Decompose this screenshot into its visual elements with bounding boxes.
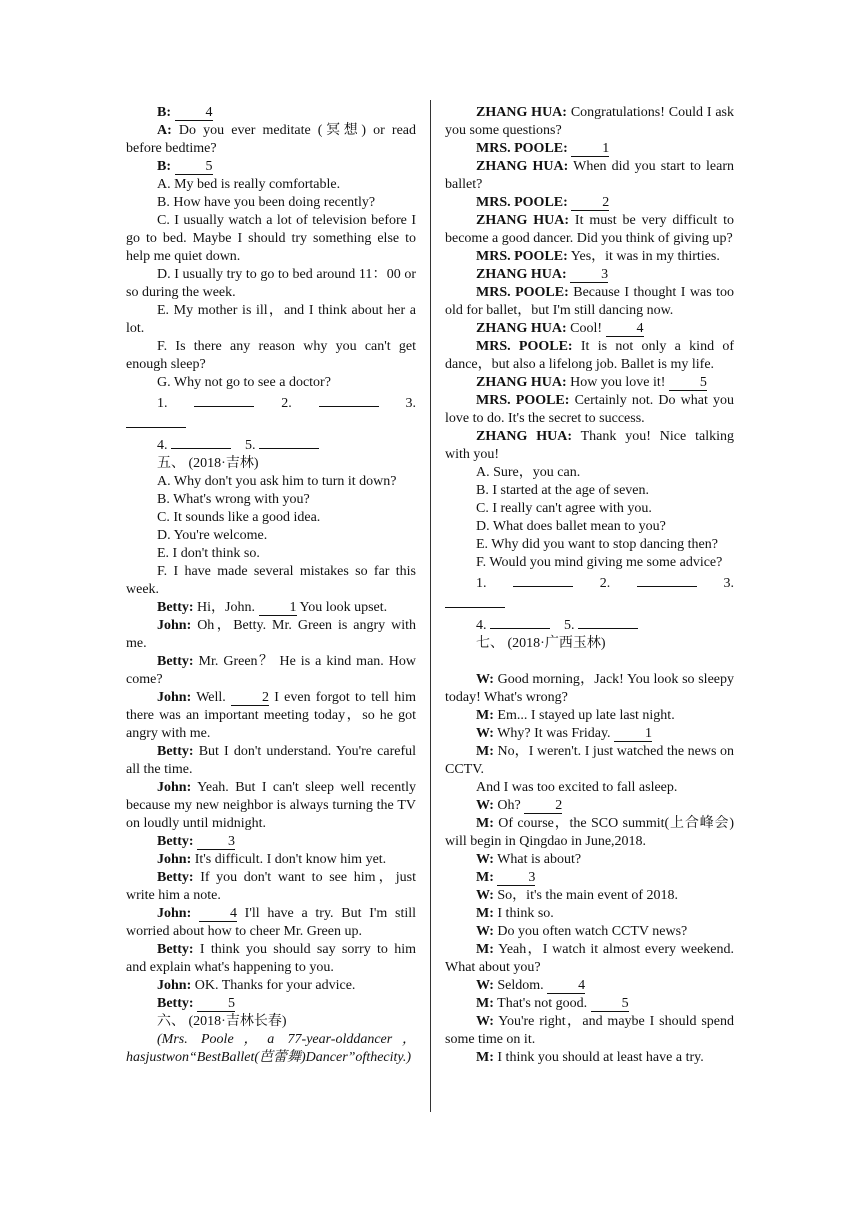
- answer-blank[interactable]: 1: [571, 141, 609, 157]
- answer-blank[interactable]: 3: [570, 267, 608, 283]
- dialog-text: Yes，it was in my thirties.: [570, 249, 720, 264]
- speaker-label: MRS. POOLE:: [476, 285, 569, 300]
- answer-row: 1. 2. 3.: [445, 572, 734, 593]
- answer-blank[interactable]: 3: [497, 870, 535, 886]
- speaker-label: W:: [476, 726, 494, 741]
- dialog-text: You're right，and maybe I should spend some time on it.: [445, 1014, 734, 1047]
- dialog-line: [445, 338, 734, 374]
- speaker-label: M:: [476, 870, 494, 885]
- dialog-line: [445, 212, 734, 248]
- dialog-line: [445, 266, 734, 284]
- dialog-line: [445, 923, 734, 941]
- section-title: 五、 (2018·吉林): [157, 456, 259, 471]
- dialog-text: I'll have a try. But I'm still worried about how to cheer Mr. Green up.: [126, 906, 416, 939]
- dialog-line: [445, 320, 734, 338]
- answer-blank[interactable]: 4: [547, 978, 585, 994]
- dialog: [445, 104, 734, 464]
- dialog-text: Hi，John.: [197, 600, 259, 615]
- dialog-text: Oh，Betty. Mr. Green is angry with me.: [126, 618, 416, 651]
- speaker-label: M:: [476, 744, 494, 759]
- answer-field[interactable]: [637, 572, 697, 587]
- dialog-text: It must be very difficult to become a good dancer. Did you think of giving up?: [445, 213, 734, 246]
- answer-blank[interactable]: 2: [524, 798, 562, 814]
- dialog-line: [445, 977, 734, 995]
- answer-blank[interactable]: 4: [199, 906, 237, 922]
- dialog-text: Of course，the SCO summit(上合峰会) will begin in Qingdao in June,2018.: [445, 816, 735, 849]
- speaker-label: ZHANG HUA:: [476, 159, 569, 174]
- dialog-line: [445, 392, 734, 428]
- dialog-line: [126, 833, 416, 851]
- answer-blank[interactable]: 1: [614, 726, 652, 742]
- option-item: A. My bed is really comfortable.: [157, 177, 341, 192]
- dialog-line: [445, 905, 734, 923]
- dialog-text: I even forgot to tell him there was an important meeting today，so he got angry with me.: [126, 690, 416, 741]
- dialog-line: [126, 905, 416, 941]
- dialog-line: [445, 707, 734, 725]
- answer-row: 1. 2. 3.: [126, 392, 416, 413]
- speaker-label: ZHANG HUA:: [476, 213, 570, 228]
- dialog-line: [445, 671, 734, 707]
- section-title: 六、 (2018·吉林长春): [157, 1014, 287, 1029]
- speaker-label: Betty:: [157, 870, 194, 885]
- dialog-text: Cool!: [570, 321, 606, 336]
- dialog-text: You look upset.: [296, 600, 388, 615]
- speaker-label: M:: [476, 906, 494, 921]
- speaker-label: John:: [157, 906, 192, 921]
- speaker-label: John:: [157, 690, 192, 705]
- answer-field[interactable]: [194, 392, 254, 407]
- dialog-text: Well.: [196, 690, 232, 705]
- option-item: B. How have you been doing recently?: [157, 195, 376, 210]
- speaker-label: W:: [476, 978, 494, 993]
- answer-blank[interactable]: 2: [231, 690, 269, 706]
- speaker-label: MRS. POOLE:: [476, 393, 570, 408]
- dialog-text: And I was too excited to fall asleep.: [476, 780, 678, 795]
- dialog-line: [126, 743, 416, 779]
- speaker-label: ZHANG HUA:: [476, 267, 567, 282]
- option-item: F. Would you mind giving me some advice?: [476, 555, 723, 570]
- dialog: [126, 599, 416, 1013]
- dialog-text: What is about?: [497, 852, 582, 867]
- dialog-text: No，I weren't. I just watched the news on CCTV.: [445, 744, 735, 777]
- dialog-line: [126, 779, 416, 833]
- dialog-text: How you love it!: [570, 375, 669, 390]
- dialog-line: [445, 1049, 734, 1067]
- speaker-label: Betty:: [157, 744, 194, 759]
- dialog-line: [126, 977, 416, 995]
- dialog-text: Mr. Green？ He is a kind man. How come?: [126, 654, 416, 687]
- speaker-label: John:: [157, 852, 192, 867]
- speaker-label: MRS. POOLE:: [476, 249, 568, 264]
- dialog-text: So，it's the main event of 2018.: [497, 888, 679, 903]
- dialog-line: [445, 779, 734, 797]
- dialog: [445, 671, 734, 1067]
- answer-row: 4. 5.: [445, 614, 734, 635]
- speaker-label: Betty:: [157, 654, 194, 669]
- dialog-line: B: 5: [157, 159, 213, 174]
- option-item: E. My mother is ill，and I think about her a lot.: [126, 303, 416, 336]
- dialog-line: [126, 653, 416, 689]
- dialog-line: [445, 140, 734, 158]
- option-item: B. What's wrong with you?: [157, 492, 310, 507]
- dialog-line: [126, 689, 416, 743]
- option-list: [126, 473, 416, 599]
- dialog-line: [126, 995, 416, 1013]
- speaker-label: Betty:: [157, 942, 194, 957]
- dialog-text: That's not good.: [497, 996, 591, 1011]
- dialog-text: When did you start to learn ballet?: [445, 159, 734, 192]
- option-item: C. I usually watch a lot of television before I go to bed. Maybe I should try something else to help me quiet down.: [126, 213, 416, 264]
- dialog-text: Em... I stayed up late last night.: [497, 708, 675, 723]
- answer-row: 4. 5.: [126, 434, 416, 455]
- option-item: A. Why don't you ask him to turn it down?: [157, 474, 397, 489]
- answer-blank[interactable]: 3: [197, 834, 235, 850]
- speaker-label: M:: [476, 996, 494, 1011]
- answer-blank[interactable]: 5: [175, 159, 213, 175]
- dialog-text: Do you often watch CCTV news?: [497, 924, 688, 939]
- speaker-label: John:: [157, 978, 192, 993]
- dialog-text: Congratulations! Could I ask you some questions?: [445, 105, 734, 138]
- column-divider: [430, 100, 431, 1112]
- dialog-text: It's difficult. I don't know him yet.: [194, 852, 387, 867]
- answer-blank[interactable]: 5: [591, 996, 629, 1012]
- answer-blank[interactable]: 4: [606, 321, 644, 337]
- speaker-label: ZHANG HUA:: [476, 321, 567, 336]
- dialog-text: Yeah. But I can't sleep well recently because my new neighbor is always turning the TV on loudly until midnight.: [126, 780, 416, 831]
- dialog-line: [126, 851, 416, 869]
- dialog-line: [445, 374, 734, 392]
- dialog-line: [126, 941, 416, 977]
- dialog-text: Oh?: [497, 798, 525, 813]
- dialog-text: Thank you! Nice talking with you!: [445, 429, 734, 462]
- dialog-text: It is not only a kind of dance，but also a lifelong job. Ballet is my life.: [445, 339, 735, 372]
- answer-field[interactable]: [578, 614, 638, 629]
- speaker-label: M:: [476, 1050, 494, 1065]
- dialog-text: OK. Thanks for your advice.: [194, 978, 356, 993]
- dialog-text: I think you should say sorry to him and explain what's happening to you.: [126, 942, 416, 975]
- option-list: [126, 176, 416, 392]
- speaker-label: W:: [476, 888, 494, 903]
- option-list: [445, 464, 734, 572]
- speaker-label: M:: [476, 816, 494, 831]
- speaker-label: M:: [476, 942, 494, 957]
- dialog-text: Certainly not. Do what you love to do. It's the secret to success.: [445, 393, 735, 426]
- speaker-label: MRS. POOLE:: [476, 195, 568, 210]
- option-item: G. Why not go to see a doctor?: [157, 375, 331, 390]
- dialog-line: [445, 284, 734, 320]
- dialog-text: Because I thought I was too old for ballet，but I'm still dancing now.: [445, 285, 735, 318]
- speaker-label: W:: [476, 1014, 494, 1029]
- dialog-text: Good morning，Jack! You look so sleepy today! What's wrong?: [445, 672, 734, 705]
- speaker-label: John:: [157, 618, 192, 633]
- dialog-line: [445, 248, 734, 266]
- left-column: [126, 104, 416, 1067]
- speaker-label: W:: [476, 672, 494, 687]
- dialog-line: [445, 104, 734, 140]
- dialog-line: [445, 725, 734, 743]
- option-item: D. What does ballet mean to you?: [476, 519, 666, 534]
- dialog-text: Yeah，I watch it almost every weekend. What about you?: [445, 942, 734, 975]
- answer-blank[interactable]: 5: [669, 375, 707, 391]
- dialog-line: [445, 428, 734, 464]
- speaker-label: Betty:: [157, 834, 194, 849]
- section-title: 七、 (2018·广西玉林): [476, 636, 606, 651]
- speaker-label: MRS. POOLE:: [476, 339, 573, 354]
- dialog-line: [445, 869, 734, 887]
- dialog-line: [126, 599, 416, 617]
- answer-field[interactable]: [171, 434, 231, 449]
- dialog-line: [445, 743, 734, 779]
- speaker-label: Betty:: [157, 600, 194, 615]
- dialog-line: A: Do you ever meditate (冥想) or read before bedtime?: [126, 123, 416, 156]
- dialog-text: Why? It was Friday.: [497, 726, 615, 741]
- option-item: E. I don't think so.: [157, 546, 260, 561]
- dialog-line: [445, 158, 734, 194]
- option-item: E. Why did you want to stop dancing then?: [476, 537, 718, 552]
- option-item: F. Is there any reason why you can't get enough sleep?: [126, 339, 416, 372]
- speaker-label: John:: [157, 780, 192, 795]
- speaker-label: W:: [476, 798, 494, 813]
- option-item: B. I started at the age of seven.: [476, 483, 649, 498]
- dialog-text: Seldom.: [497, 978, 548, 993]
- dialog-line: [445, 194, 734, 212]
- dialog-line: [445, 887, 734, 905]
- dialog-line: [126, 617, 416, 653]
- dialog-line: [126, 869, 416, 905]
- dialog-line: [445, 851, 734, 869]
- dialog-text: But I don't understand. You're careful all the time.: [126, 744, 416, 777]
- option-item: C. It sounds like a good idea.: [157, 510, 321, 525]
- option-item: A. Sure，you can.: [476, 465, 581, 480]
- speaker-label: M:: [476, 708, 494, 723]
- option-item: D. You're welcome.: [157, 528, 268, 543]
- dialog-text: I think you should at least have a try.: [497, 1050, 704, 1065]
- answer-field[interactable]: [513, 572, 573, 587]
- option-item: C. I really can't agree with you.: [476, 501, 652, 516]
- dialog-text: If you don't want to see him，just write him a note.: [126, 870, 416, 903]
- section-intro: (Mrs. Poole，a 77-year-olddancer，hasjustwon“BestBallet(芭蕾舞)Dancer”ofthecity.): [126, 1032, 416, 1065]
- answer-blank[interactable]: 5: [197, 996, 235, 1012]
- speaker-label: ZHANG HUA:: [476, 375, 567, 390]
- dialog-text: I think so.: [497, 906, 554, 921]
- speaker-label: W:: [476, 852, 494, 867]
- dialog-line: [445, 1013, 734, 1049]
- dialog-line: B: 4: [157, 105, 213, 120]
- answer-field[interactable]: [126, 413, 186, 428]
- answer-field[interactable]: [490, 614, 550, 629]
- answer-blank[interactable]: 1: [259, 600, 297, 616]
- option-item: D. I usually try to go to bed around 11：00 or so during the week.: [126, 267, 416, 300]
- speaker-label: ZHANG HUA:: [476, 429, 572, 444]
- dialog-line: [445, 797, 734, 815]
- speaker-label: MRS. POOLE:: [476, 141, 568, 156]
- dialog-line: [445, 995, 734, 1013]
- option-item: F. I have made several mistakes so far this week.: [126, 564, 416, 597]
- dialog-line: [445, 941, 734, 977]
- right-column: [445, 104, 734, 1067]
- answer-field[interactable]: [319, 392, 379, 407]
- answer-blank[interactable]: 2: [571, 195, 609, 211]
- answer-field[interactable]: [259, 434, 319, 449]
- speaker-label: ZHANG HUA:: [476, 105, 567, 120]
- answer-blank[interactable]: 4: [175, 105, 213, 121]
- speaker-label: Betty:: [157, 996, 194, 1011]
- speaker-label: W:: [476, 924, 494, 939]
- dialog-line: [445, 815, 734, 851]
- answer-field[interactable]: [445, 593, 505, 608]
